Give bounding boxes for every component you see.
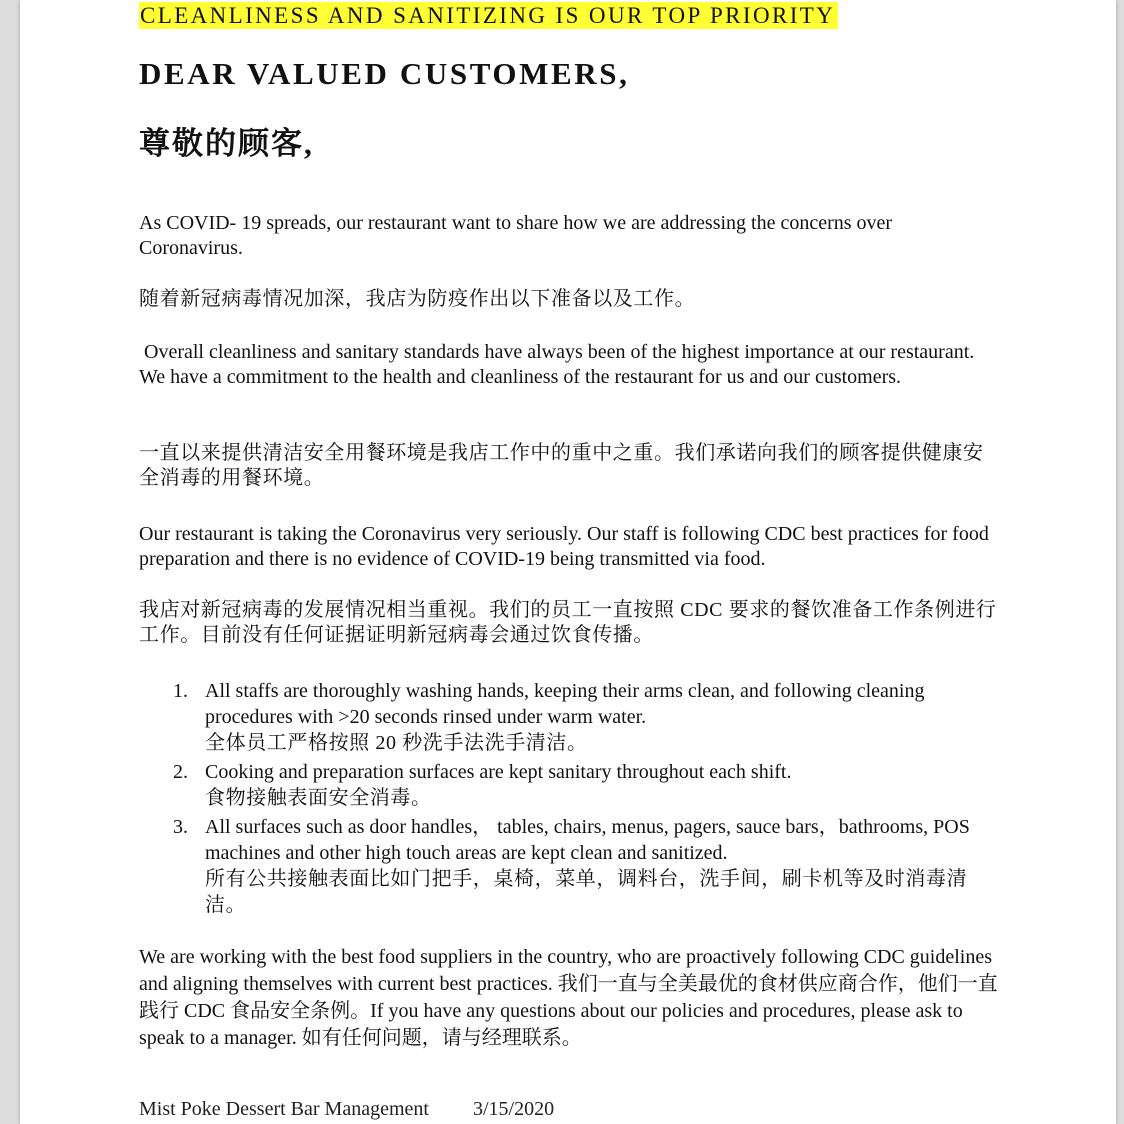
greeting-english: DEAR VALUED CUSTOMERS, xyxy=(139,56,630,91)
list-item-en: Cooking and preparation surfaces are kept sanitary throughout each shift. xyxy=(205,761,792,783)
greeting-chinese: 尊敬的顾客, xyxy=(139,126,314,161)
list-number: 2. xyxy=(173,761,188,783)
list-item xyxy=(139,814,999,918)
list-item-en: All surfaces such as door handles， tables, chairs, menus, pagers, sauce bars，bathrooms, POS machines and other high touch areas are kept clean and sanitized. xyxy=(205,816,970,864)
paragraph-intro-en: As COVID- 19 spreads, our restaurant want to share how we are addressing the concerns over Coronavirus. xyxy=(139,212,893,259)
paragraph-cleanliness-zh: 一直以来提供清洁安全用餐环境是我店工作中的重中之重。我们承诺向我们的顾客提供健康安全消毒的用餐环境。 xyxy=(139,442,984,489)
signature-line xyxy=(139,1098,554,1121)
measures-list xyxy=(139,678,999,918)
paragraph-closing: We are working with the best food suppliers in the country, who are proactively following CDC guidelines and aligning themselves with current best practices. 我们一直与全美最优的食材供应商合作，他们一直践行 CDC 食品安全条例。If you have any questions about our policies and procedures, please ask to speak to a manager. 如有任何问题，请与经理联系。 xyxy=(139,946,998,1049)
document-page xyxy=(20,0,1116,1124)
list-number: 3. xyxy=(173,816,188,838)
paragraph-cleanliness-en: Overall cleanliness and sanitary standards have always been of the highest importance at our restaurant. We have a commitment to the health and cleanliness of the restaurant for us and our customers. xyxy=(139,341,979,388)
list-item-en: All staffs are thoroughly washing hands, keeping their arms clean, and following cleaning procedures with >20 seconds rinsed under warm water. xyxy=(205,680,925,728)
priority-banner: CLEANLINESS AND SANITIZING IS OUR TOP PRIORITY xyxy=(139,2,838,29)
paragraph-cdc-en: Our restaurant is taking the Coronavirus very seriously. Our staff is following CDC best practices for food preparation and there is no evidence of COVID-19 being transmitted via food. xyxy=(139,523,989,570)
signature-date: 3/15/2020 xyxy=(472,1098,555,1120)
list-item-zh: 食物接触表面安全消毒。 xyxy=(205,787,432,809)
signature-name: Mist Poke Dessert Bar Management xyxy=(139,1098,429,1120)
paragraph-intro-zh: 随着新冠病毒情况加深，我店为防疫作出以下准备以及工作。 xyxy=(139,288,696,310)
paragraph-cdc-zh: 我店对新冠病毒的发展情况相当重视。我们的员工一直按照 CDC 要求的餐饮准备工作条例进行工作。目前没有任何证据证明新冠病毒会通过饮食传播。 xyxy=(139,599,997,646)
list-item xyxy=(139,678,999,756)
list-number: 1. xyxy=(173,680,188,702)
list-item-zh: 所有公共接触表面比如门把手，桌椅，菜单，调料台，洗手间，刷卡机等及时消毒清洁。 xyxy=(205,868,968,916)
list-item xyxy=(139,759,999,811)
list-item-zh: 全体员工严格按照 20 秒洗手法洗手清洁。 xyxy=(205,732,588,754)
